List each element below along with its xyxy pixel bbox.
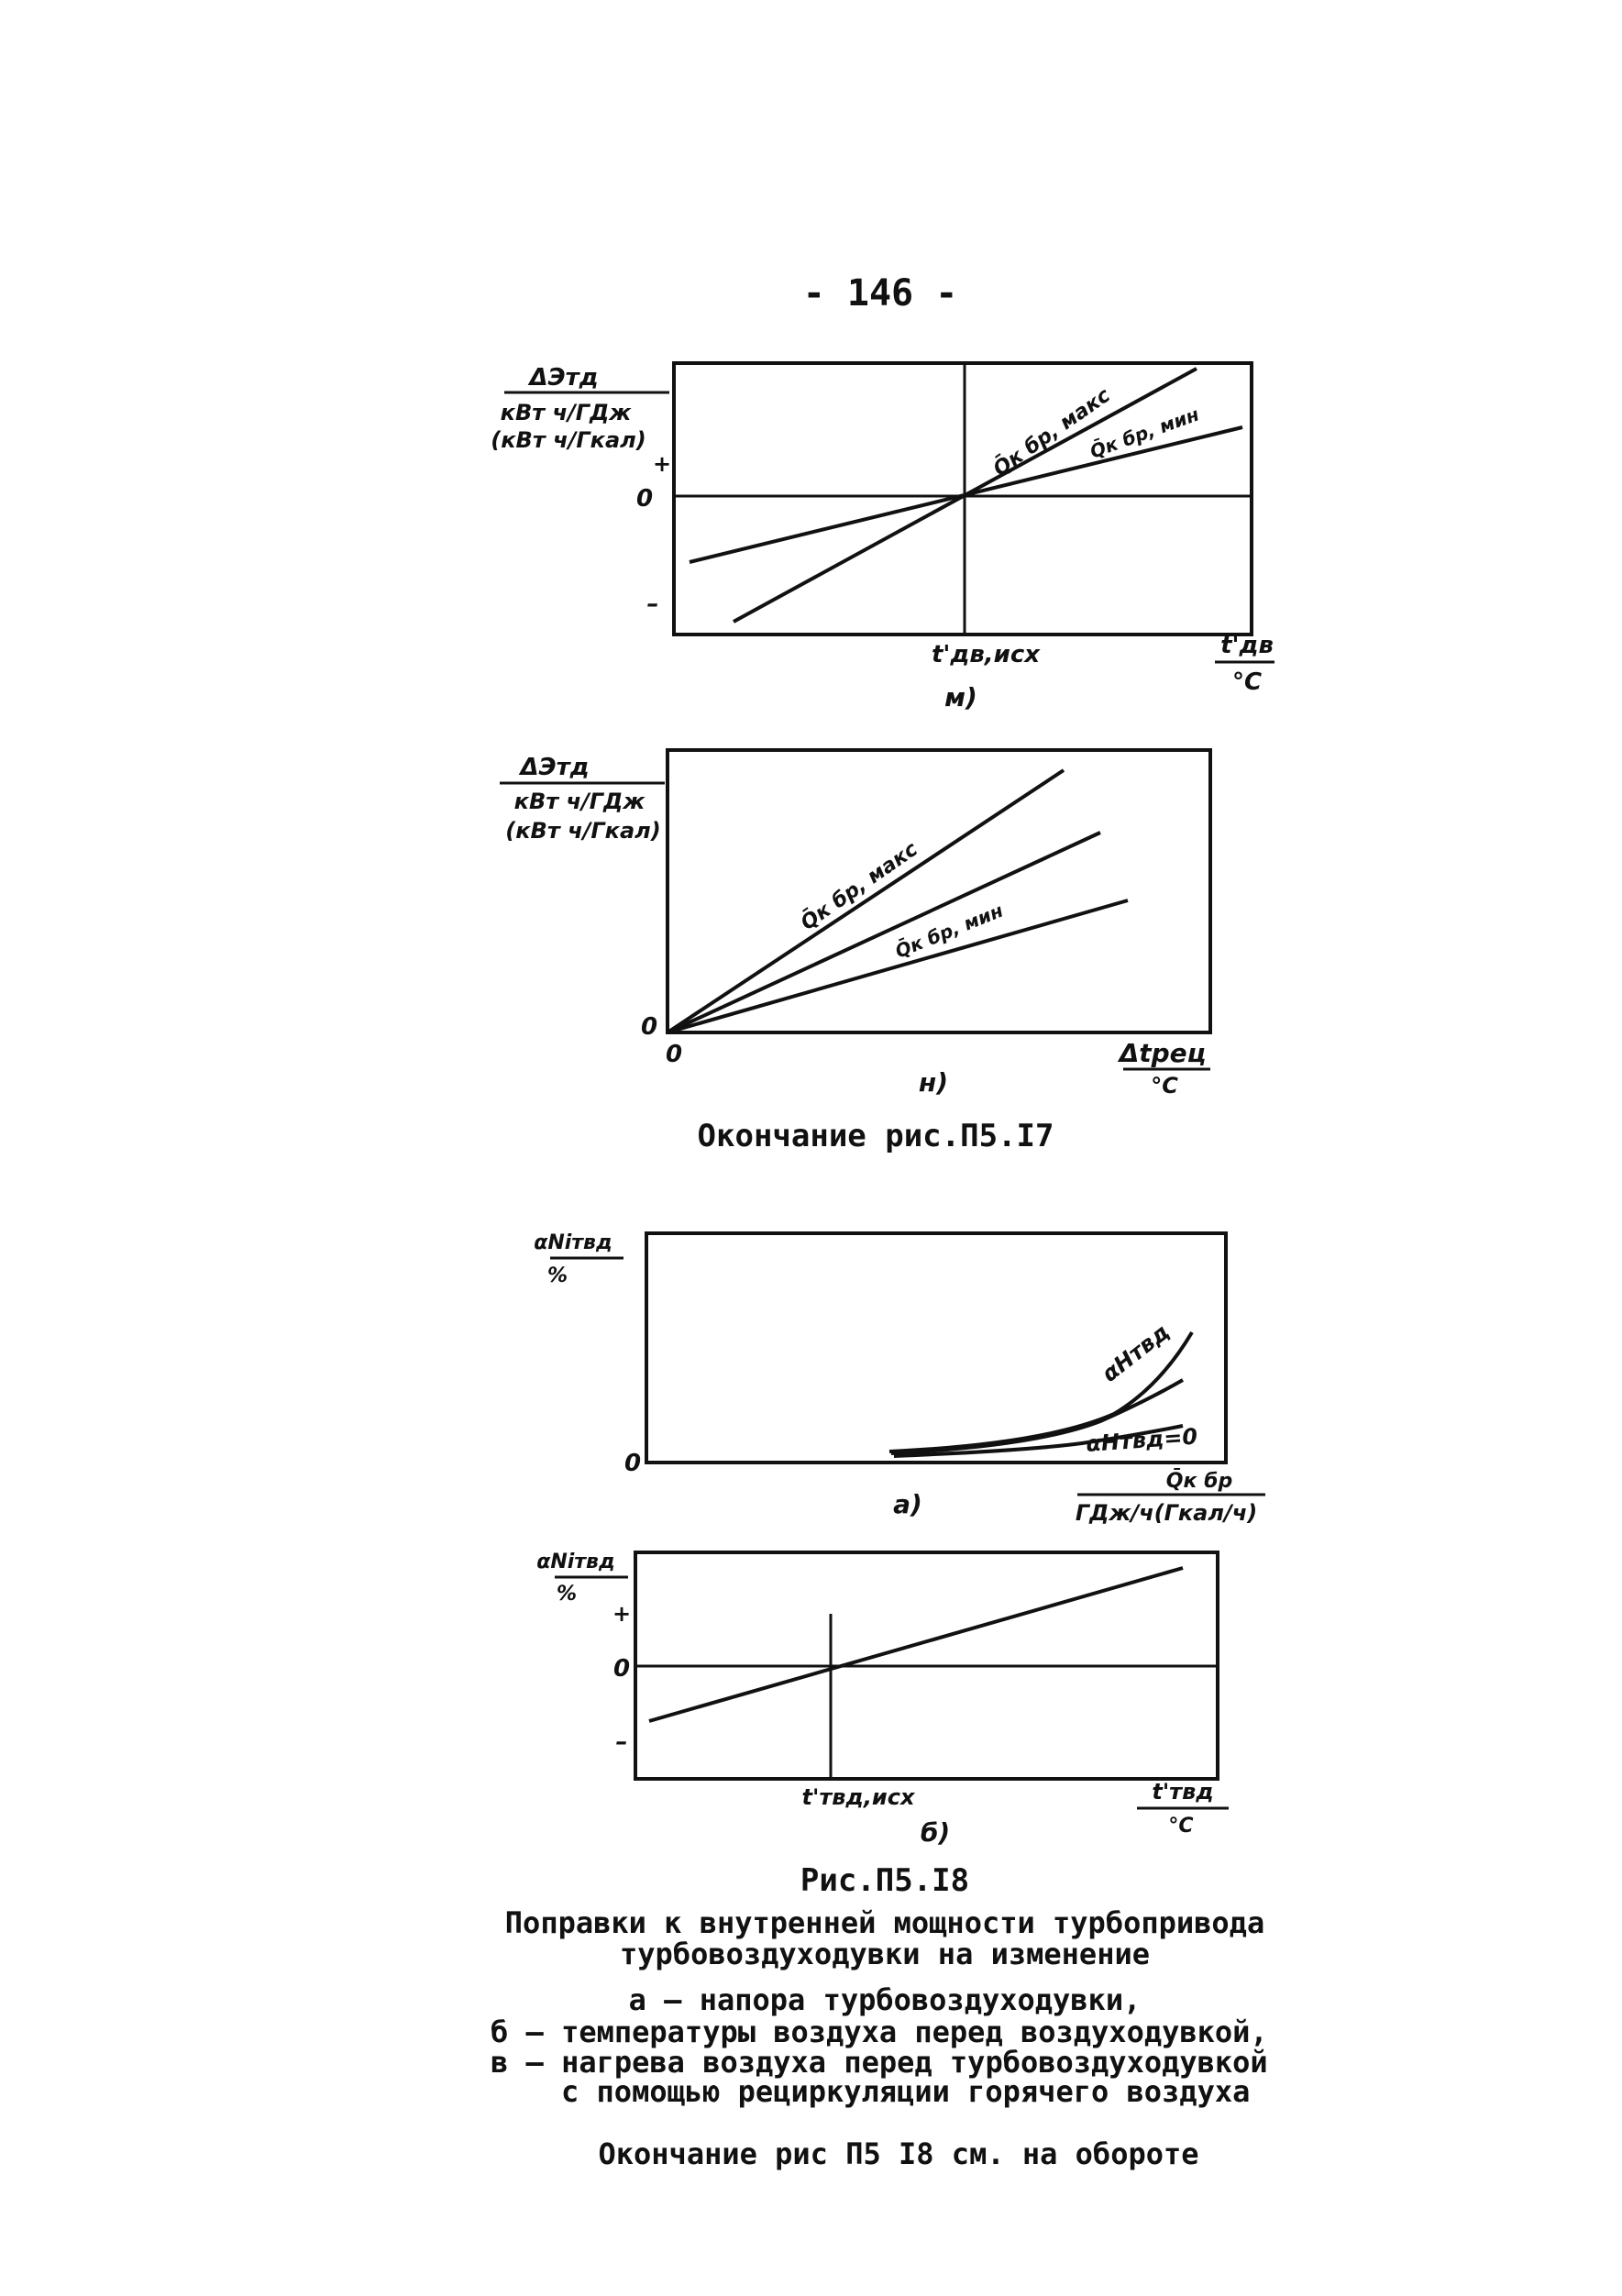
page-number: - 146 -: [802, 272, 958, 315]
chart-b-xlabel-top: t'твд: [1152, 1779, 1214, 1805]
chart-n-ylabel-top: ΔЭтд: [520, 754, 590, 781]
chart-a-xlabel-top: Q̄к бр: [1165, 1470, 1233, 1493]
chart-m-ylabel-unit2: (кВт ч/Гкал): [491, 427, 646, 453]
chart-b-ylabel-unit: %: [556, 1583, 578, 1606]
chart-n-series-max-label: Q̄к бр, макс: [797, 837, 922, 935]
chart-n-xlabel-unit: °C: [1151, 1073, 1178, 1098]
chart-b-ytick-plus: +: [612, 1601, 632, 1627]
chart-m-ytick-plus: +: [652, 451, 672, 477]
caption-18-item-b: б – температуры воздуха перед воздуходувкой,: [491, 2015, 1268, 2049]
chart-a-ylabel-top: αNiтвд: [534, 1231, 612, 1254]
chart-a: [534, 1231, 1265, 1526]
chart-m-series-max-label: Q̄к бр, макс: [989, 383, 1115, 481]
chart-n-ytick-zero: 0: [640, 1013, 658, 1041]
chart-m: [491, 363, 1274, 712]
chart-b-xtick-center: t'твд,исх: [801, 1784, 915, 1810]
caption-fig-17: Окончание рис.П5.I7: [697, 1118, 1054, 1154]
chart-m-ylabel-unit1: кВт ч/ГДж: [500, 400, 632, 425]
chart-m-panel-label: м): [944, 682, 977, 712]
caption-18-line1: Поправки к внутренней мощности турбопривода: [504, 1905, 1265, 1940]
chart-a-ytick-zero: 0: [623, 1450, 642, 1477]
chart-m-ytick-zero: 0: [635, 485, 654, 513]
chart-m-ytick-minus: –: [646, 591, 659, 618]
chart-m-frame: [674, 363, 1252, 635]
chart-m-xtick-center: t'дв,исх: [931, 641, 1041, 668]
chart-a-ylabel-unit: %: [546, 1264, 568, 1287]
chart-a-series-upper-label: αHтвд: [1097, 1319, 1175, 1387]
caption-18-title: Рис.П5.I8: [800, 1862, 970, 1899]
chart-n-panel-label: н): [918, 1067, 949, 1098]
chart-b-ytick-zero: 0: [612, 1655, 631, 1683]
chart-m-ylabel-top: ΔЭтд: [529, 364, 599, 392]
chart-n-series-min-line: [668, 900, 1128, 1032]
chart-b-xlabel-unit: °C: [1168, 1815, 1194, 1838]
caption-fig-18: [491, 1862, 1268, 2171]
chart-m-series-min-label: Q̄к бр, мин: [1087, 403, 1202, 463]
chart-b-ytick-minus: –: [615, 1728, 628, 1756]
chart-n-frame: [668, 750, 1210, 1032]
chart-m-xlabel-top: t'дв: [1220, 632, 1274, 659]
caption-18-line2: турбовоздуходувки на изменение: [620, 1937, 1150, 1971]
chart-n-series-min-label: Q̄к бр, мин: [891, 899, 1007, 963]
chart-b: [536, 1551, 1229, 1848]
chart-a-xlabel-unit: ГДж/ч(Гкал/ч): [1075, 1500, 1258, 1526]
chart-b-series-line: [649, 1568, 1183, 1721]
chart-n-xlabel-top: Δtрец: [1119, 1038, 1207, 1068]
chart-n: [500, 750, 1210, 1098]
chart-a-series-lower-label: αHтвд=0: [1085, 1423, 1198, 1457]
chart-a-panel-label: а): [893, 1489, 922, 1519]
caption-18-item-v1: в – нагрева воздуха перед турбовоздуходувкой: [491, 2045, 1268, 2080]
chart-n-ylabel-unit2: (кВт ч/Гкал): [505, 818, 661, 844]
caption-18-footer: Окончание рис П5 I8 см. на обороте: [598, 2136, 1199, 2171]
caption-18-item-a: а – напора турбовоздуходувки,: [628, 1982, 1142, 2017]
chart-m-xlabel-unit: °C: [1231, 668, 1263, 696]
chart-b-panel-label: б): [920, 1817, 951, 1848]
chart-n-xtick-zero: 0: [665, 1041, 683, 1068]
caption-18-item-v2: с помощью рециркуляции горячего воздуха: [561, 2074, 1251, 2109]
chart-b-ylabel-top: αNiтвд: [536, 1551, 615, 1573]
chart-n-ylabel-unit1: кВт ч/ГДж: [513, 789, 645, 814]
chart-n-series-max-line: [668, 770, 1064, 1032]
